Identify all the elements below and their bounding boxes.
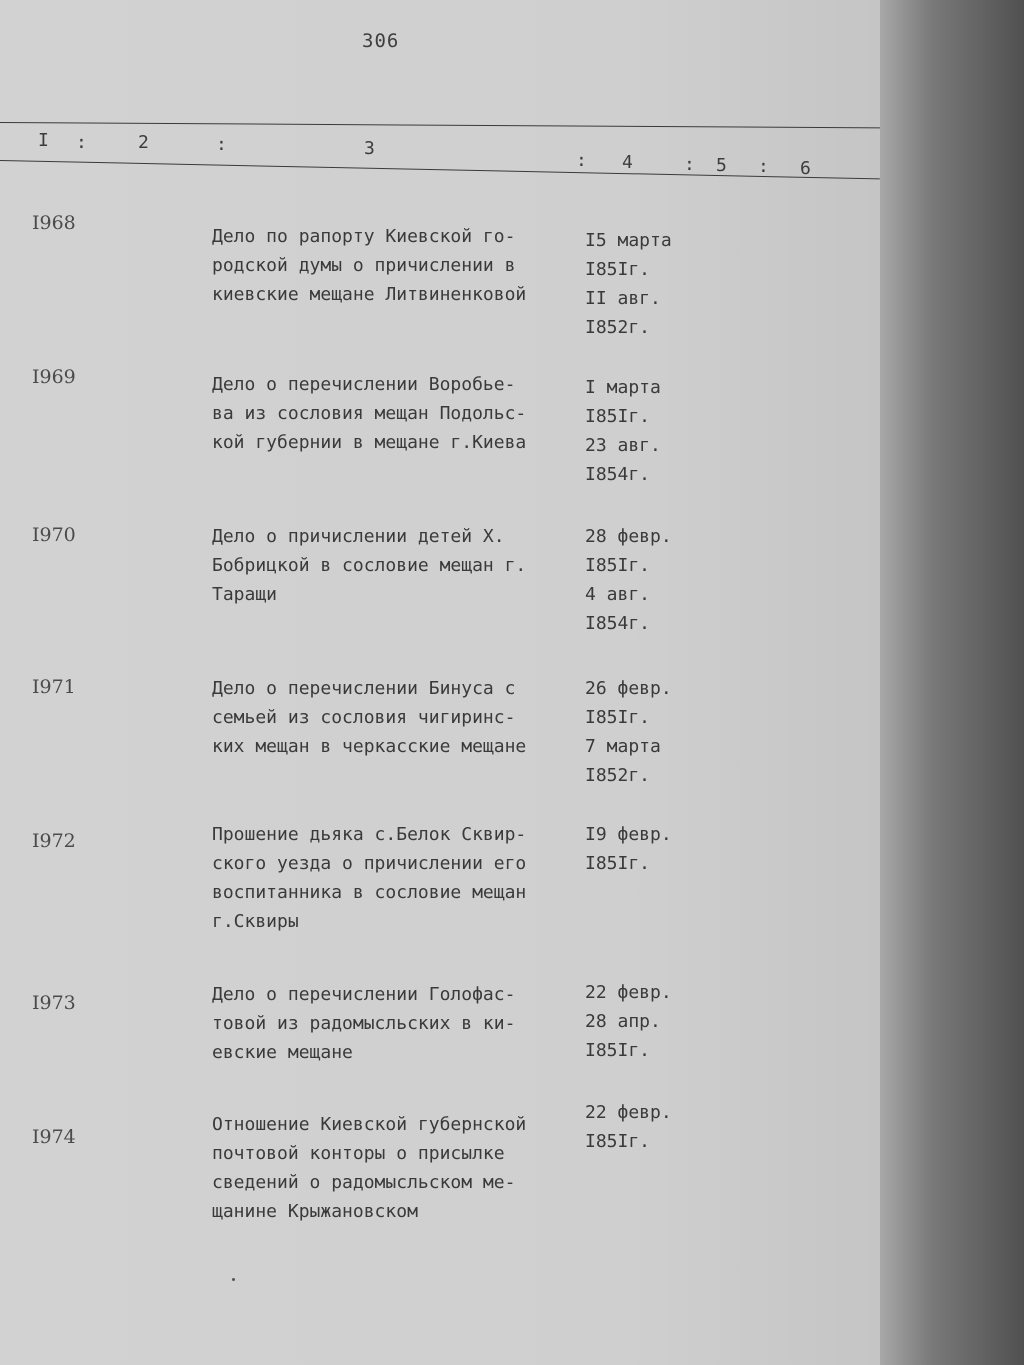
column-header-5: 5 — [716, 155, 727, 176]
entry-number: I972 — [32, 830, 76, 852]
entry-dates: I марта I85Iг. 23 авг. I854г. — [585, 377, 661, 485]
paper-speck — [232, 1278, 235, 1281]
entry-number: I969 — [32, 366, 76, 388]
entry-title: Дело о причислении детей Х. Бобрицкой в сословие мещан г. Таращи — [212, 526, 527, 605]
entry-dates: 22 февр. I85Iг. — [585, 1102, 672, 1152]
entry-title: Отношение Киевской губернской почтовой конторы о присылке сведений о радомысльском ме- щанине Крыжановском — [212, 1114, 527, 1222]
entry-number: I970 — [32, 524, 76, 546]
entry-title: Прошение дьяка с.Белок Сквир- ского уезда о причислении его воспитанника в сословие мещан г.Сквиры — [212, 824, 527, 932]
column-header-4: 4 — [622, 152, 633, 173]
entry-dates: 22 февр. 28 апр. I85Iг. — [585, 982, 672, 1061]
column-separator: : — [216, 134, 227, 155]
column-header-1: I — [38, 130, 49, 151]
entry-dates: I9 февр. I85Iг. — [585, 824, 672, 874]
entry-number: I971 — [32, 676, 76, 698]
column-header-3: 3 — [364, 138, 375, 159]
entry-number: I968 — [32, 212, 76, 234]
entry-dates: I5 марта I85Iг. II авг. I852г. — [585, 230, 672, 338]
entry-dates: 26 февр. I85Iг. 7 марта I852г. — [585, 678, 672, 786]
page-edge-shadow — [880, 0, 1024, 1365]
header-rule-bottom — [0, 160, 880, 179]
entry-title: Дело по рапорту Киевской го- родской думы о причислении в киевские мещане Литвиненковой — [212, 226, 527, 305]
column-separator: : — [684, 154, 695, 175]
entry-number: I974 — [32, 1126, 76, 1148]
entry-dates: 28 февр. I85Iг. 4 авг. I854г. — [585, 526, 672, 634]
column-separator: : — [576, 150, 587, 171]
column-header-2: 2 — [138, 132, 149, 153]
entry-title: Дело о перечислении Голофас- товой из радомысльских в ки- евские мещане — [212, 984, 516, 1063]
entry-title: Дело о перечислении Бинуса с семьей из сословия чигиринс- ких мещан в черкасские мещане — [212, 678, 527, 757]
column-separator: : — [76, 132, 87, 153]
entry-number: I973 — [32, 992, 76, 1014]
column-header-6: 6 — [800, 158, 811, 179]
header-rule-top — [0, 122, 880, 128]
column-separator: : — [758, 156, 769, 177]
page-number: 306 — [362, 30, 400, 52]
entry-title: Дело о перечислении Воробье- ва из сословия мещан Подольс- кой губернии в мещане г.Киева — [212, 374, 527, 453]
